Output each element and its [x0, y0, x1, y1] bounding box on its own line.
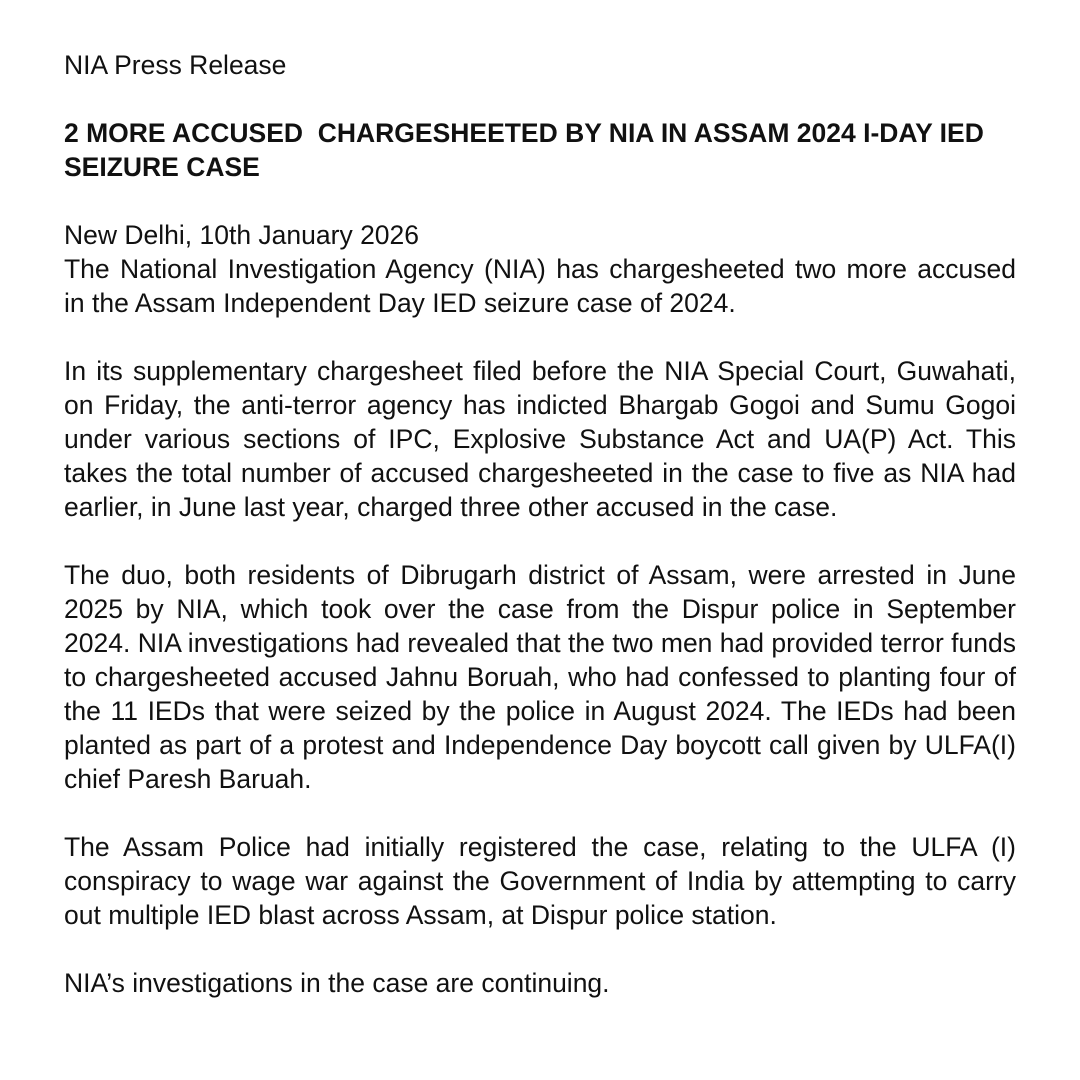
headline: 2 MORE ACCUSED CHARGESHEETED BY NIA IN ASSAM 2024 I-DAY IED SEIZURE CASE [64, 118, 992, 182]
paragraph-case-registration: The Assam Police had initially registered the case, relating to the ULFA (I) conspiracy to wage war against the Government of India by attempting to carry out multiple IED blast across Assam, at Dispur police station. [64, 832, 1016, 930]
press-release-label: NIA Press Release [64, 50, 287, 80]
dateline: New Delhi, 10th January 2026 [64, 220, 420, 250]
paragraph-closing: NIA’s investigations in the case are continuing. [64, 968, 610, 998]
paragraph-chargesheet: In its supplementary chargesheet filed before the NIA Special Court, Guwahati, on Friday, the anti-terror agency has indicted Bhargab Gogoi and Sumu Gogoi under various sections of IPC, Explosive Substance Act and UA(P) Act. This takes the total number of accused chargesheeted in the case to five as NIA had earlier, in June last year, charged three other accused in the case. [64, 356, 1016, 522]
paragraph-intro: The National Investigation Agency (NIA) has chargesheeted two more accused in the Assam Independent Day IED seizure case of 2024. [64, 254, 1016, 318]
press-release-document [64, 48, 1016, 1000]
paragraph-arrest: The duo, both residents of Dibrugarh district of Assam, were arrested in June 2025 by NIA, which took over the case from the Dispur police in September 2024. NIA investigations had revealed that the two men had provided terror funds to chargesheeted accused Jahnu Boruah, who had confessed to planting four of the 11 IEDs that were seized by the police in August 2024. The IEDs had been planted as part of a protest and Independence Day boycott call given by ULFA(I) chief Paresh Baruah. [64, 560, 1016, 794]
